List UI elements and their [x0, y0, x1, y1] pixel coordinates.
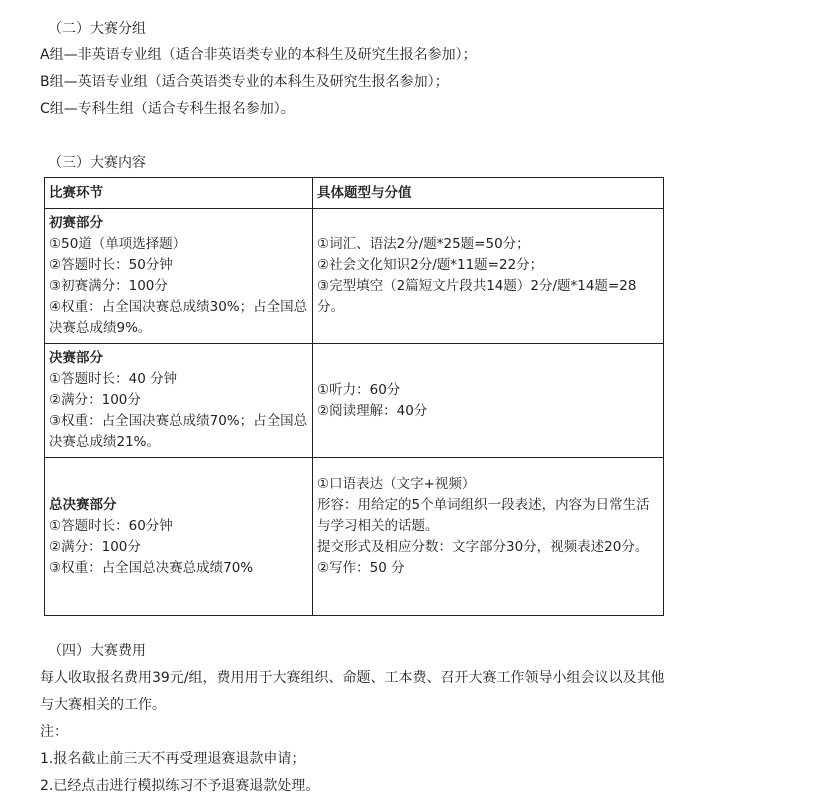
note-item-2: 2.已经点击进行模拟练习不予退赛退款处理。	[40, 778, 320, 794]
table-row	[45, 344, 664, 458]
group-a-text: A组—非英语专业组（适合非英语类专业的本科生及研究生报名参加）；	[40, 47, 477, 63]
table-header-row	[45, 178, 664, 209]
stage-cell	[45, 209, 313, 344]
note-label: 注：	[40, 724, 68, 740]
detail-item: ①听力：60分	[317, 381, 401, 398]
detail-item: 形容：用给定的5个单词组织一段表述，内容为日常生活与学习相关的话题。	[317, 497, 650, 534]
detail-item: ①词汇、语法2分/题*25题=50分；	[317, 236, 530, 252]
detail-cell	[313, 344, 664, 458]
table-row	[45, 209, 664, 344]
detail-cell	[313, 209, 664, 344]
section-heading-fees: （四）大赛费用	[48, 643, 146, 659]
stage-item: ④权重：占全国决赛总成绩30%；占全国总决赛总成绩9%。	[49, 299, 308, 336]
group-c-text: C组—专科生组（适合专科生报名参加）。	[40, 101, 295, 117]
stage-title: 总决赛部分	[49, 496, 117, 513]
stage-cell	[45, 344, 313, 458]
detail-item: ②写作：50 分	[317, 560, 405, 576]
stage-title: 初赛部分	[49, 215, 103, 231]
section-heading-content: （三）大赛内容	[48, 155, 146, 171]
table-row	[45, 458, 664, 616]
table-header-stage: 比赛环节	[45, 178, 313, 209]
stage-item: ②满分：100分	[49, 538, 141, 555]
detail-item: ③完型填空（2篇短文片段共14题）2分/题*14题=28分。	[317, 278, 637, 315]
detail-cell	[313, 458, 664, 616]
detail-item: ②社会文化知识2分/题*11题=22分；	[317, 257, 544, 273]
group-b-text: B组—英语专业组（适合英语类专业的本科生及研究生报名参加）；	[40, 74, 449, 90]
table-header-details: 具体题型与分值	[313, 178, 664, 209]
stage-title: 决赛部分	[49, 350, 103, 366]
note-item-1: 1.报名截止前三天不再受理退赛退款申请；	[40, 751, 306, 767]
detail-item: ②阅读理解：40分	[317, 402, 428, 419]
stage-item: ③初赛满分：100分	[49, 278, 168, 294]
stage-item: ①答题时长：40 分钟	[49, 371, 178, 387]
contest-content-table	[44, 177, 664, 616]
stage-cell	[45, 458, 313, 616]
stage-item: ③权重：占全国决赛总成绩70%；占全国总决赛总成绩21%。	[49, 413, 308, 450]
section-heading-groups: （二）大赛分组	[48, 21, 146, 37]
stage-item: ①50道（单项选择题）	[49, 236, 187, 252]
stage-item: ②答题时长：50分钟	[49, 257, 173, 273]
fee-description-line2: 与大赛相关的工作。	[40, 697, 166, 713]
detail-item: 提交形式及相应分数：文字部分30分，视频表述20分。	[317, 539, 649, 555]
detail-item: ①口语表达（文字+视频）	[317, 476, 476, 492]
stage-item: ③权重：占全国总决赛总成绩70%	[49, 559, 254, 576]
stage-item: ②满分：100分	[49, 392, 141, 408]
stage-item: ①答题时长：60分钟	[49, 517, 173, 534]
fee-description-line1: 每人收取报名费用39元/组，费用用于大赛组织、命题、工本费、召开大赛工作领导小组会议以及其他	[40, 670, 665, 686]
